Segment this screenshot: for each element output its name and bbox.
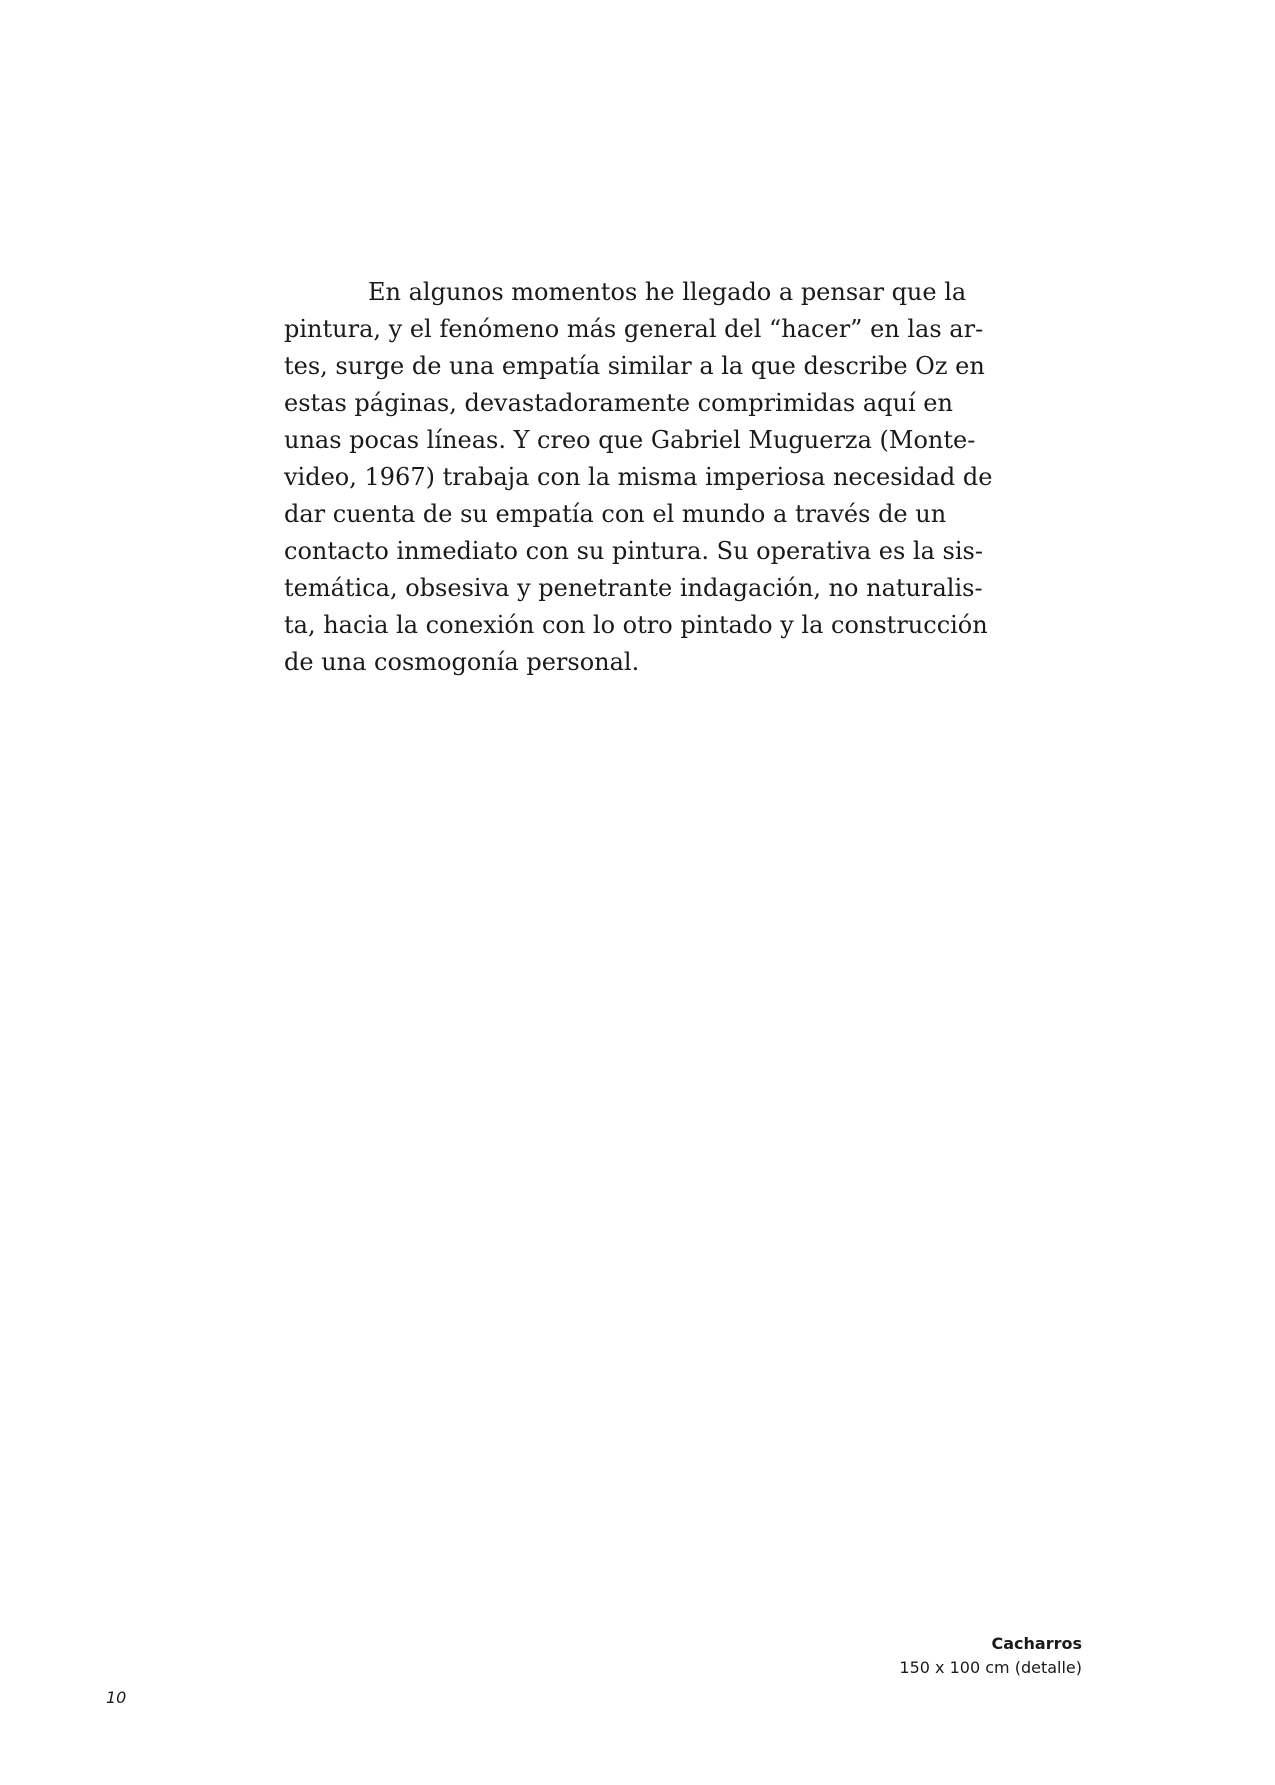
paragraph-line: En algunos momentos he llegado a pensar que la (368, 278, 967, 306)
paragraph-line: tes, surge de una empatía similar a la que describe Oz en (284, 352, 985, 380)
artwork-dimensions: 150 x 100 cm (detalle) (899, 1658, 1082, 1677)
page-number: 10 (106, 1688, 127, 1707)
paragraph-line: unas pocas líneas. Y creo que Gabriel Muguerza (Monte- (284, 426, 976, 454)
paragraph-line: pintura, y el fenómeno más general del “hacer” en las ar- (284, 315, 984, 343)
paragraph-line: de una cosmogonía personal. (284, 648, 640, 676)
paragraph-line: temática, obsesiva y penetrante indagación, no naturalis- (284, 574, 983, 602)
paragraph-line: estas páginas, devastadoramente comprimidas aquí en (284, 389, 953, 417)
body-paragraph (284, 274, 993, 681)
paragraph-line: ta, hacia la conexión con lo otro pintado y la construcción (284, 611, 988, 639)
paragraph-line: contacto inmediato con su pintura. Su operativa es la sis- (284, 537, 983, 565)
artwork-caption (899, 1632, 1082, 1680)
paragraph-line: dar cuenta de su empatía con el mundo a través de un (284, 500, 947, 528)
artwork-title: Cacharros (991, 1634, 1082, 1653)
paragraph-line: video, 1967) trabaja con la misma imperiosa necesidad de (284, 463, 993, 491)
